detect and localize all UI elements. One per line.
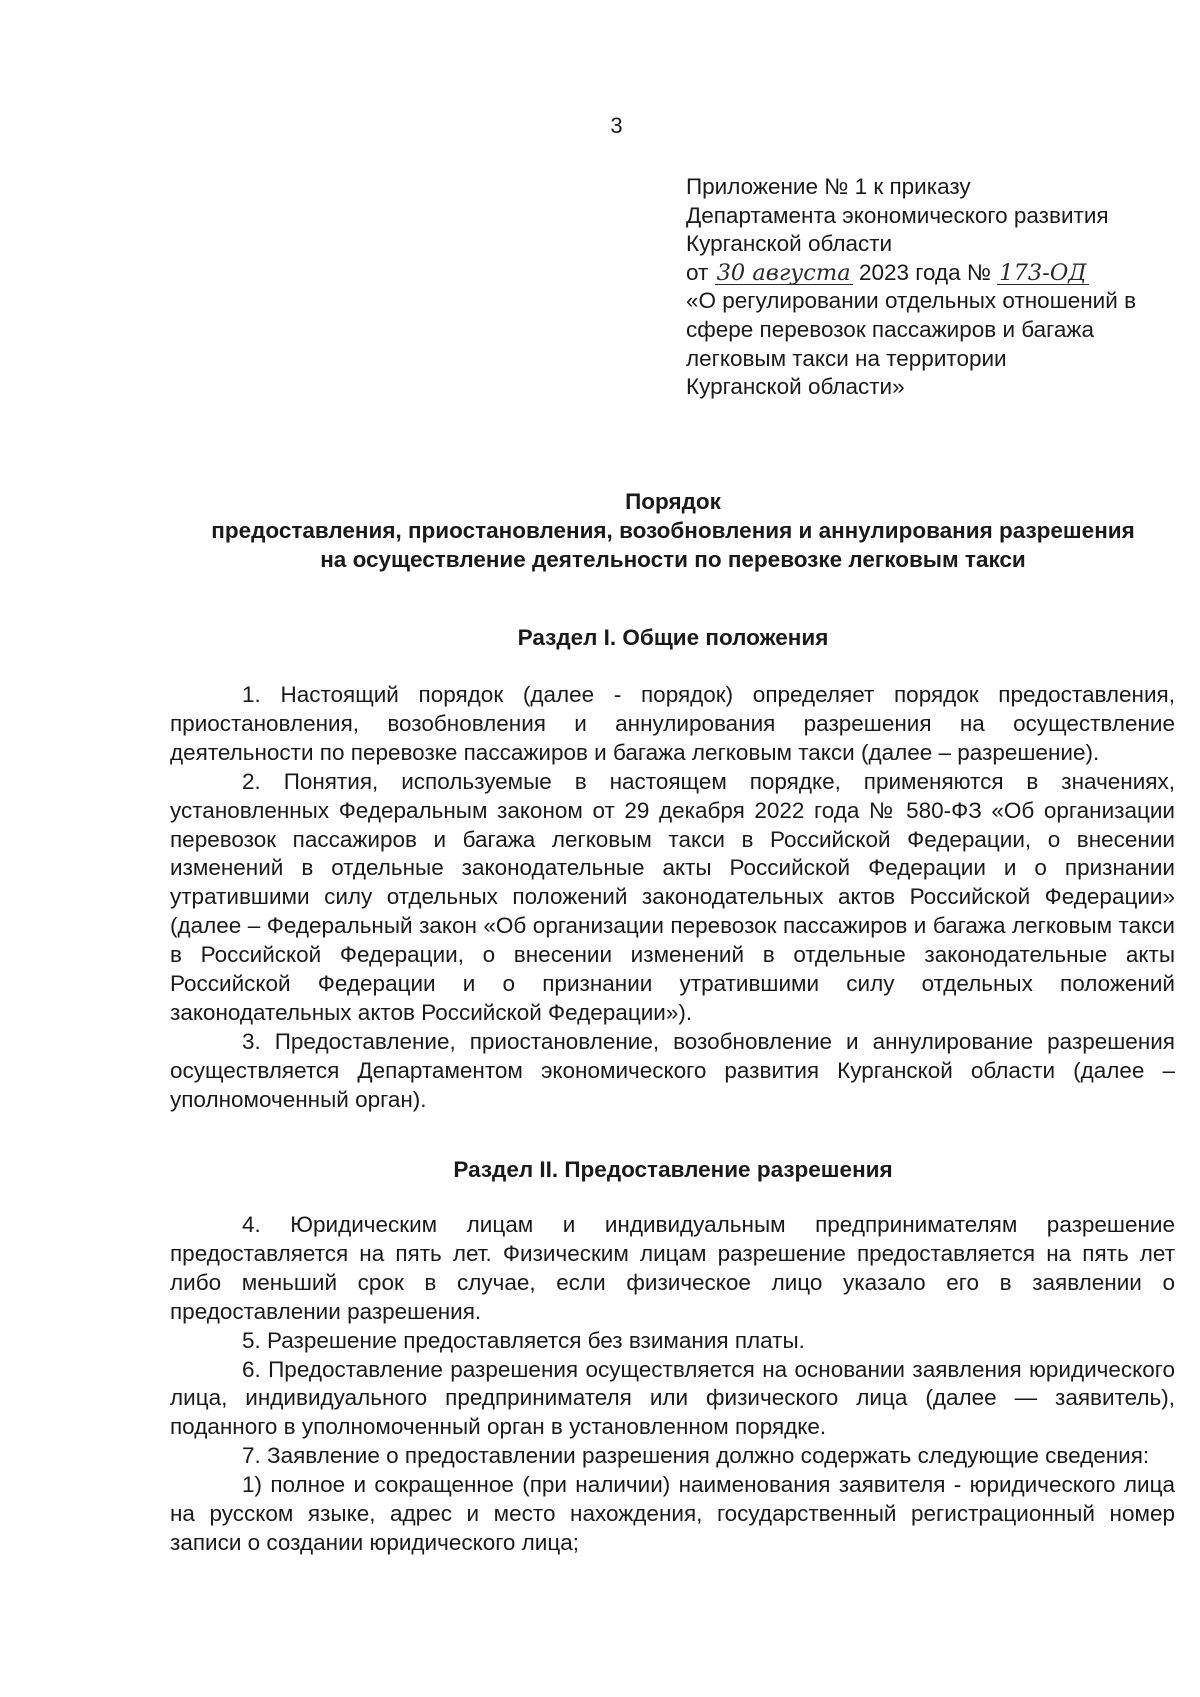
appendix-line: Департамента экономического развития bbox=[686, 202, 1109, 228]
appendix-line: Курганской области bbox=[686, 231, 893, 257]
title-line: на осуществление деятельности по перевозке легковым такси bbox=[320, 547, 1026, 572]
section-2-body bbox=[170, 1211, 1175, 1558]
date-prefix: от bbox=[686, 259, 709, 285]
document-title bbox=[168, 487, 1178, 574]
paragraph: 3. Предоставление, приостановление, возобновление и аннулирование разрешения осуществляется Департаментом экономического развития Курганской области (далее – уполномоченный орган). bbox=[170, 1028, 1175, 1112]
paragraph: 7. Заявление о предоставлении разрешения должно содержать следующие сведения: bbox=[242, 1443, 1150, 1469]
section-2-heading: Раздел II. Предоставление разрешения bbox=[453, 1157, 893, 1182]
paragraph: 4. Юридическим лицам и индивидуальным предпринимателям разрешение предоставляется на пять лет. Физическим лицам разрешение предоставляется на пять лет либо меньший срок в случае, если физическое лицо указало его в заявлении о предоставлении разрешения. bbox=[170, 1212, 1175, 1324]
title-line: предоставления, приостановления, возобновления и аннулирования разрешения bbox=[211, 518, 1135, 543]
page-number: 3 bbox=[610, 113, 623, 138]
handwritten-order-number: 173-ОД bbox=[999, 259, 1087, 286]
title-line: Порядок bbox=[625, 489, 721, 514]
paragraph: 1. Настоящий порядок (далее - порядок) определяет порядок предоставления, приостановления, возобновления и аннулирования разрешения на осуществление деятельности по перевозке пассажиров и багажа легковым такси (далее – разрешение). bbox=[170, 682, 1175, 765]
appendix-block bbox=[686, 173, 1186, 402]
date-year: 2023 года № bbox=[858, 259, 992, 285]
section-1-heading: Раздел I. Общие положения bbox=[517, 625, 829, 650]
paragraph: 1) полное и сокращенное (при наличии) наименования заявителя - юридического лица на русском языке, адрес и место нахождения, государственный регистрационный номер записи о создании юридического лица; bbox=[170, 1472, 1175, 1555]
appendix-date-line bbox=[686, 259, 1186, 288]
appendix-subject-line: «О регулировании отдельных отношений в bbox=[686, 288, 1137, 314]
paragraph: 2. Понятия, используемые в настоящем порядке, применяются в значениях, установленных Федеральным законом от 29 декабря 2022 года № 580-ФЗ «Об организации перевозок пассажиров и багажа легковым такси в Российской Федерации, о внесении изменений в отдельные законодательные акты Российской Федерации и о признании утратившими силу отдельных положений законодательных актов Российской Федерации» (далее – Федеральный закон «Об организации перевозок пассажиров и багажа легковым такси в Российской Федерации, о внесении изменений в отдельные законодательные акты Российской Федерации и о признании утратившими силу отдельных положений законодательных актов Российской Федерации»). bbox=[170, 768, 1175, 1025]
handwritten-date: 30 августа bbox=[716, 259, 851, 286]
appendix-subject-line: сфере перевозок пассажиров и багажа bbox=[686, 316, 1094, 342]
paragraph: 5. Разрешение предоставляется без взимания платы. bbox=[242, 1327, 805, 1353]
appendix-line: Приложение № 1 к приказу bbox=[686, 174, 971, 199]
appendix-subject-line: легковым такси на территории bbox=[686, 345, 1007, 371]
section-1-body bbox=[170, 681, 1175, 1115]
paragraph: 6. Предоставление разрешения осуществляется на основании заявления юридического лица, индивидуального предпринимателя или физического лица (далее — заявитель), поданного в уполномоченный орган в установленном порядке. bbox=[170, 1356, 1175, 1440]
appendix-subject-line: Курганской области» bbox=[686, 374, 905, 400]
